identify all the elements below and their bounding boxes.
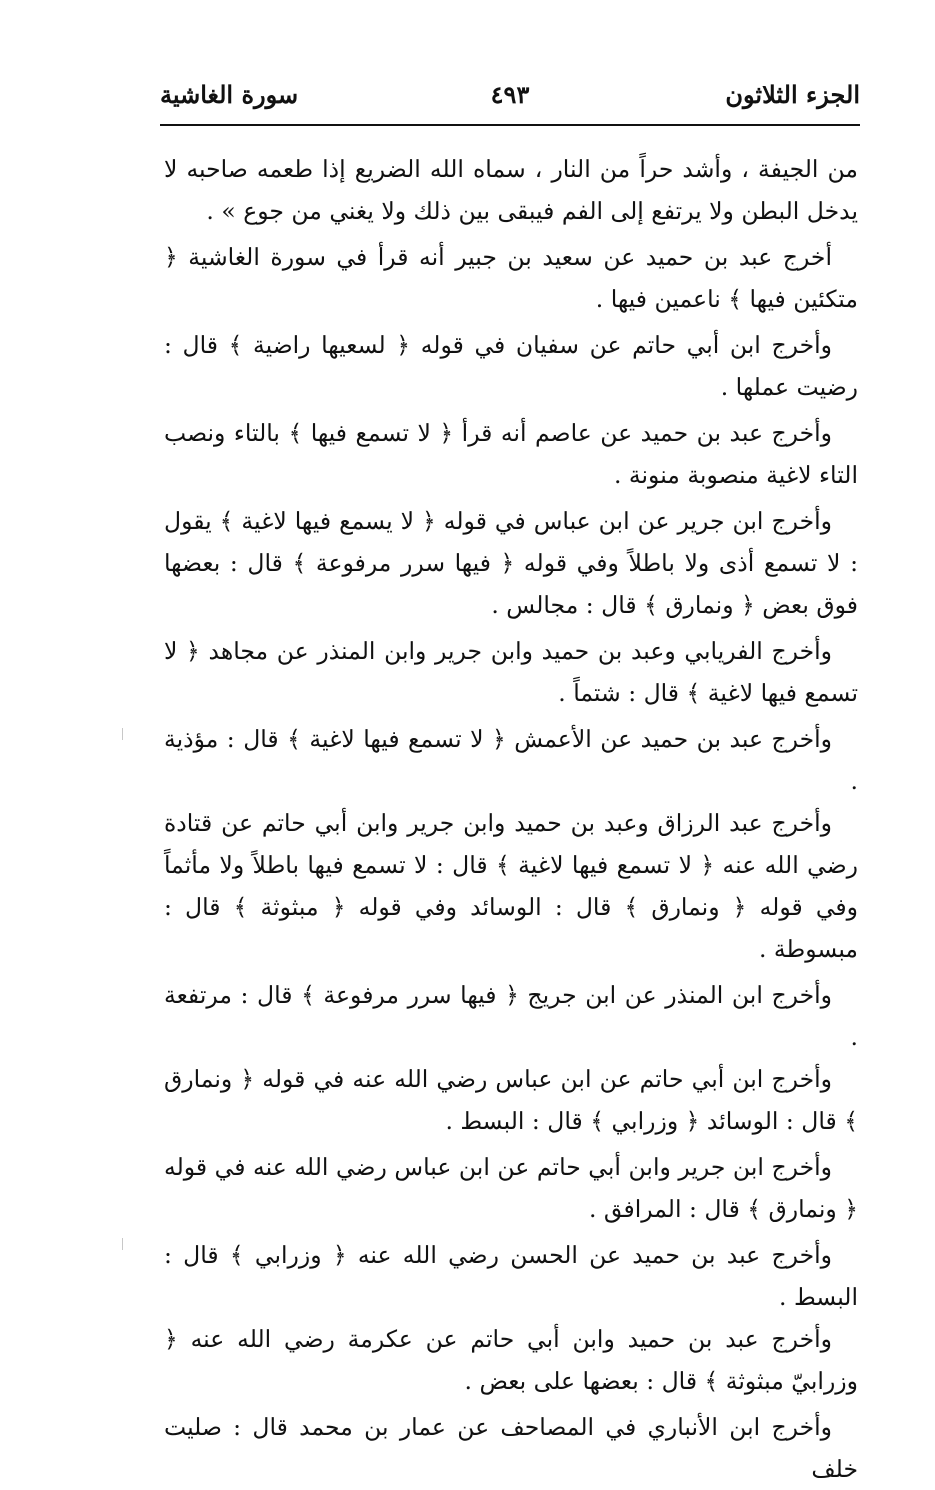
running-header [160, 80, 860, 120]
header-rule [160, 124, 860, 126]
paragraph: وأخرج عبد بن حميد عن الحسن رضي الله عنه ﴿ وزرابي ﴾ قال : البسط . [164, 1241, 858, 1311]
paragraph: وأخرج ابن جرير وابن أبي حاتم عن ابن عباس رضي الله عنه في قوله ﴿ ونمارق ﴾ قال : المرافق . [164, 1153, 858, 1223]
margin-mark [122, 728, 123, 740]
paragraph: وأخرج عبد بن حميد عن عاصم أنه قرأ ﴿ لا تسمع فيها ﴾ بالتاء ونصب التاء لاغية منصوبة منونة . [164, 419, 858, 489]
paragraph: وأخرج عبد الرزاق وعبد بن حميد وابن جرير وابن أبي حاتم عن قتادة رضي الله عنه ﴿ لا تسمع فيها لاغية ﴾ قال : لا تسمع فيها باطلاً ولا مأثماً وفي قوله ﴿ ونمارق ﴾ قال : الوسائد وفي قوله ﴿ مبثوثة ﴾ قال : مبسوطة . [164, 809, 858, 963]
paragraph: وأخرج عبد بن حميد عن الأعمش ﴿ لا تسمع فيها لاغية ﴾ قال : مؤذية . [164, 725, 858, 795]
paragraph: وأخرج ابن أبي حاتم عن ابن عباس رضي الله عنه في قوله ﴿ ونمارق ﴾ قال : الوسائد ﴿ وزرابي ﴾ قال : البسط . [164, 1065, 858, 1135]
paragraph: وأخرج ابن المنذر عن ابن جريج ﴿ فيها سرر مرفوعة ﴾ قال : مرتفعة . [164, 981, 858, 1051]
paragraph: وأخرج ابن أبي حاتم عن سفيان في قوله ﴿ لسعيها راضية ﴾ قال : رضيت عملها . [164, 331, 858, 401]
margin-mark [122, 1238, 123, 1250]
page-number: ٤٩٣ [490, 80, 530, 109]
part-title: الجزء الثلاثون [725, 80, 860, 109]
paragraph: وأخرج عبد بن حميد وابن أبي حاتم عن عكرمة رضي الله عنه ﴿ وزرابيّ مبثوثة ﴾ قال : بعضها على بعض . [164, 1325, 858, 1395]
surah-title: سورة الغاشية [160, 80, 299, 109]
paragraph: وأخرج الفريابي وعبد بن حميد وابن جرير وابن المنذر عن مجاهد ﴿ لا تسمع فيها لاغية ﴾ قال : شتماً . [164, 637, 858, 707]
paragraph-continuation: من الجيفة ، وأشد حراً من النار ، سماه الله الضريع إذا طعمه صاحبه لا يدخل البطن ولا يرتفع إلى الفم فيبقى بين ذلك ولا يغني من جوع » . [164, 155, 858, 225]
paragraph: وأخرج ابن الأنباري في المصاحف عن عمار بن محمد قال : صليت خلف [164, 1413, 858, 1483]
paragraph: أخرج عبد بن حميد عن سعيد بن جبير أنه قرأ في سورة الغاشية ﴿ متكئين فيها ﴾ ناعمين فيها . [164, 243, 858, 313]
page-body [164, 148, 858, 1483]
paragraph: وأخرج ابن جرير عن ابن عباس في قوله ﴿ لا يسمع فيها لاغية ﴾ يقول : لا تسمع أذى ولا باطلاً وفي قوله ﴿ فيها سرر مرفوعة ﴾ قال : بعضها فوق بعض ﴿ ونمارق ﴾ قال : مجالس . [164, 507, 858, 619]
